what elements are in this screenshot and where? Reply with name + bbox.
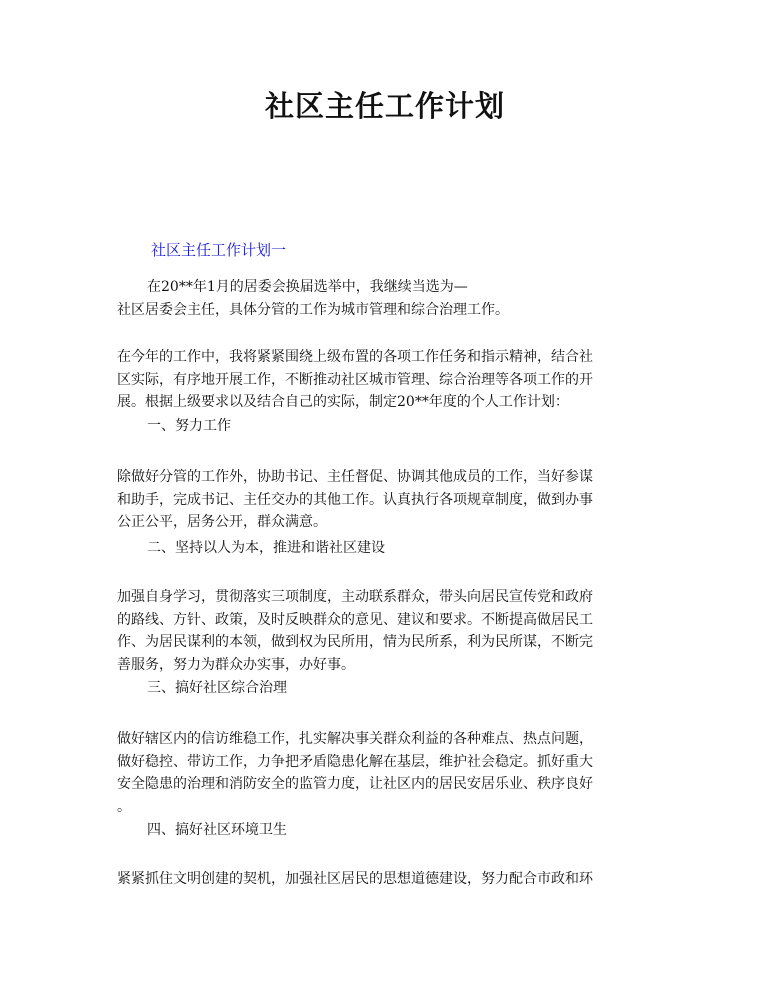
item-paragraph: [117, 728, 647, 818]
item-paragraph: [117, 466, 647, 534]
intro-paragraph: [117, 276, 647, 321]
section-heading: 社区主任工作计划一: [151, 241, 287, 259]
item-line: 做好辖区内的信访维稳工作，扎实解决事关群众利益的各种难点、热点问题，: [117, 731, 593, 747]
item-line: 和助手，完成书记、主任交办的其他工作。认真执行各项规章制度，做到办事: [117, 491, 593, 508]
overview-line: 展。根据上级要求以及结合自己的实际，制定20**年度的个人工作计划：: [117, 394, 569, 410]
item-line: 做好稳控、带访工作，力争把矛盾隐患化解在基层，维护社会稳定。抓好重大: [117, 753, 593, 770]
item-line: 加强自身学习，贯彻落实三项制度，主动联系群众，带头向居民宣传党和政府: [117, 589, 593, 605]
overview-line: 在今年的工作中，我将紧紧围绕上级布置的各项工作任务和指示精神，结合社: [117, 349, 593, 365]
document-title: 社区主任工作计划: [264, 89, 505, 123]
item-heading: 四、搞好社区环境卫生: [147, 822, 287, 838]
overview-paragraph: [117, 346, 647, 414]
item-line: 除做好分管的工作外，协助书记、主任督促、协调其他成员的工作，当好参谋: [117, 469, 593, 485]
item-paragraph: [117, 868, 647, 891]
item-heading: 三、搞好社区综合治理: [147, 680, 287, 696]
item-line: 。: [117, 798, 131, 815]
item-line: 的路线、方针、政策，及时反映群众的意见、建议和要求。不断提高做居民工: [117, 611, 593, 628]
item-line: 善服务，努力为群众办实事，办好事。: [117, 656, 355, 673]
overview-line: 区实际，有序地开展工作，不断推动社区城市管理、综合治理等各项工作的开: [117, 371, 593, 388]
item-heading: 一、努力工作: [147, 418, 231, 434]
item-line: 紧紧抓住文明创建的契机，加强社区居民的思想道德建设，努力配合市政和环: [117, 871, 593, 887]
item-line: 作、为居民谋利的本领，做到权为民所用，情为民所系，利为民所谋，不断完: [117, 634, 593, 650]
intro-line: 在20**年1月的居委会换届选举中，我继续当选为—: [147, 279, 468, 295]
intro-line: 社区居委会主任，具体分管的工作为城市管理和综合治理工作。: [117, 301, 509, 318]
item-line: 公正公平，居务公开，群众满意。: [117, 514, 327, 530]
item-paragraph: [117, 586, 647, 676]
item-heading: 二、坚持以人为本，推进和谐社区建设: [147, 540, 385, 556]
item-line: 安全隐患的治理和消防安全的监管力度，让社区内的居民安居乐业、秩序良好: [117, 776, 593, 792]
